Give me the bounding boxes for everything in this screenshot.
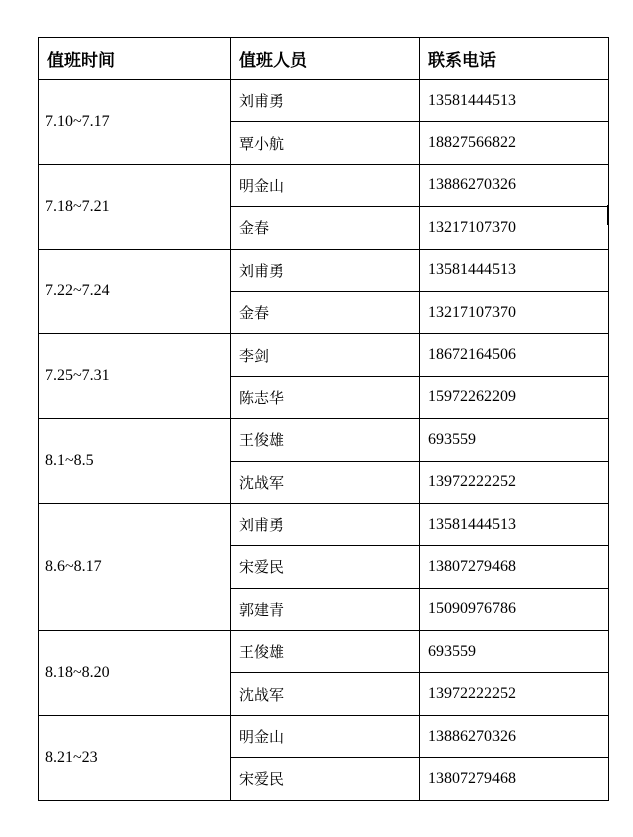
staff-name-cell: 刘甫勇: [231, 249, 420, 291]
contact-phone-cell: 13886270326: [420, 715, 609, 757]
contact-phone-cell: 13972222252: [420, 673, 609, 715]
header-phone: 联系电话: [420, 38, 609, 80]
staff-name-cell: 沈战军: [231, 673, 420, 715]
contact-phone-cell: 693559: [420, 419, 609, 461]
text-cursor-mark: [607, 205, 609, 225]
contact-phone-cell: 15972262209: [420, 376, 609, 418]
contact-phone-cell: 15090976786: [420, 588, 609, 630]
table-row: [39, 249, 609, 291]
contact-phone-cell: 18672164506: [420, 334, 609, 376]
table-header: [39, 38, 609, 80]
staff-name-cell: 刘甫勇: [231, 503, 420, 545]
duty-period-cell: 8.6~8.17: [39, 503, 231, 630]
staff-name-cell: 明金山: [231, 715, 420, 757]
staff-name-cell: 金春: [231, 207, 420, 249]
staff-name-cell: 宋爱民: [231, 546, 420, 588]
contact-phone-cell: 13807279468: [420, 546, 609, 588]
table-row: [39, 503, 609, 545]
header-person: 值班人员: [231, 38, 420, 80]
staff-name-cell: 沈战军: [231, 461, 420, 503]
table-body: [39, 80, 609, 801]
duty-period-cell: 8.1~8.5: [39, 419, 231, 504]
staff-name-cell: 宋爱民: [231, 758, 420, 800]
contact-phone-cell: 13581444513: [420, 80, 609, 122]
table-row: [39, 334, 609, 376]
contact-phone-cell: 13886270326: [420, 164, 609, 206]
header-row: [39, 38, 609, 80]
staff-name-cell: 金春: [231, 291, 420, 333]
duty-period-cell: 8.18~8.20: [39, 631, 231, 716]
duty-period-cell: 8.21~23: [39, 715, 231, 800]
contact-phone-cell: 18827566822: [420, 122, 609, 164]
staff-name-cell: 明金山: [231, 164, 420, 206]
contact-phone-cell: 13581444513: [420, 503, 609, 545]
table-row: [39, 419, 609, 461]
duty-period-cell: 7.25~7.31: [39, 334, 231, 419]
staff-name-cell: 李剑: [231, 334, 420, 376]
table-row: [39, 631, 609, 673]
staff-name-cell: 陈志华: [231, 376, 420, 418]
contact-phone-cell: 13217107370: [420, 291, 609, 333]
staff-name-cell: 王俊雄: [231, 631, 420, 673]
duty-schedule-table: [38, 37, 609, 801]
contact-phone-cell: 13581444513: [420, 249, 609, 291]
duty-period-cell: 7.18~7.21: [39, 164, 231, 249]
staff-name-cell: 郭建青: [231, 588, 420, 630]
header-period: 值班时间: [39, 38, 231, 80]
contact-phone-cell: 13217107370: [420, 207, 609, 249]
contact-phone-cell: 693559: [420, 631, 609, 673]
staff-name-cell: 王俊雄: [231, 419, 420, 461]
table-row: [39, 715, 609, 757]
duty-period-cell: 7.10~7.17: [39, 80, 231, 165]
contact-phone-cell: 13807279468: [420, 758, 609, 800]
contact-phone-cell: 13972222252: [420, 461, 609, 503]
duty-period-cell: 7.22~7.24: [39, 249, 231, 334]
staff-name-cell: 覃小航: [231, 122, 420, 164]
table-row: [39, 80, 609, 122]
staff-name-cell: 刘甫勇: [231, 80, 420, 122]
table-row: [39, 164, 609, 206]
